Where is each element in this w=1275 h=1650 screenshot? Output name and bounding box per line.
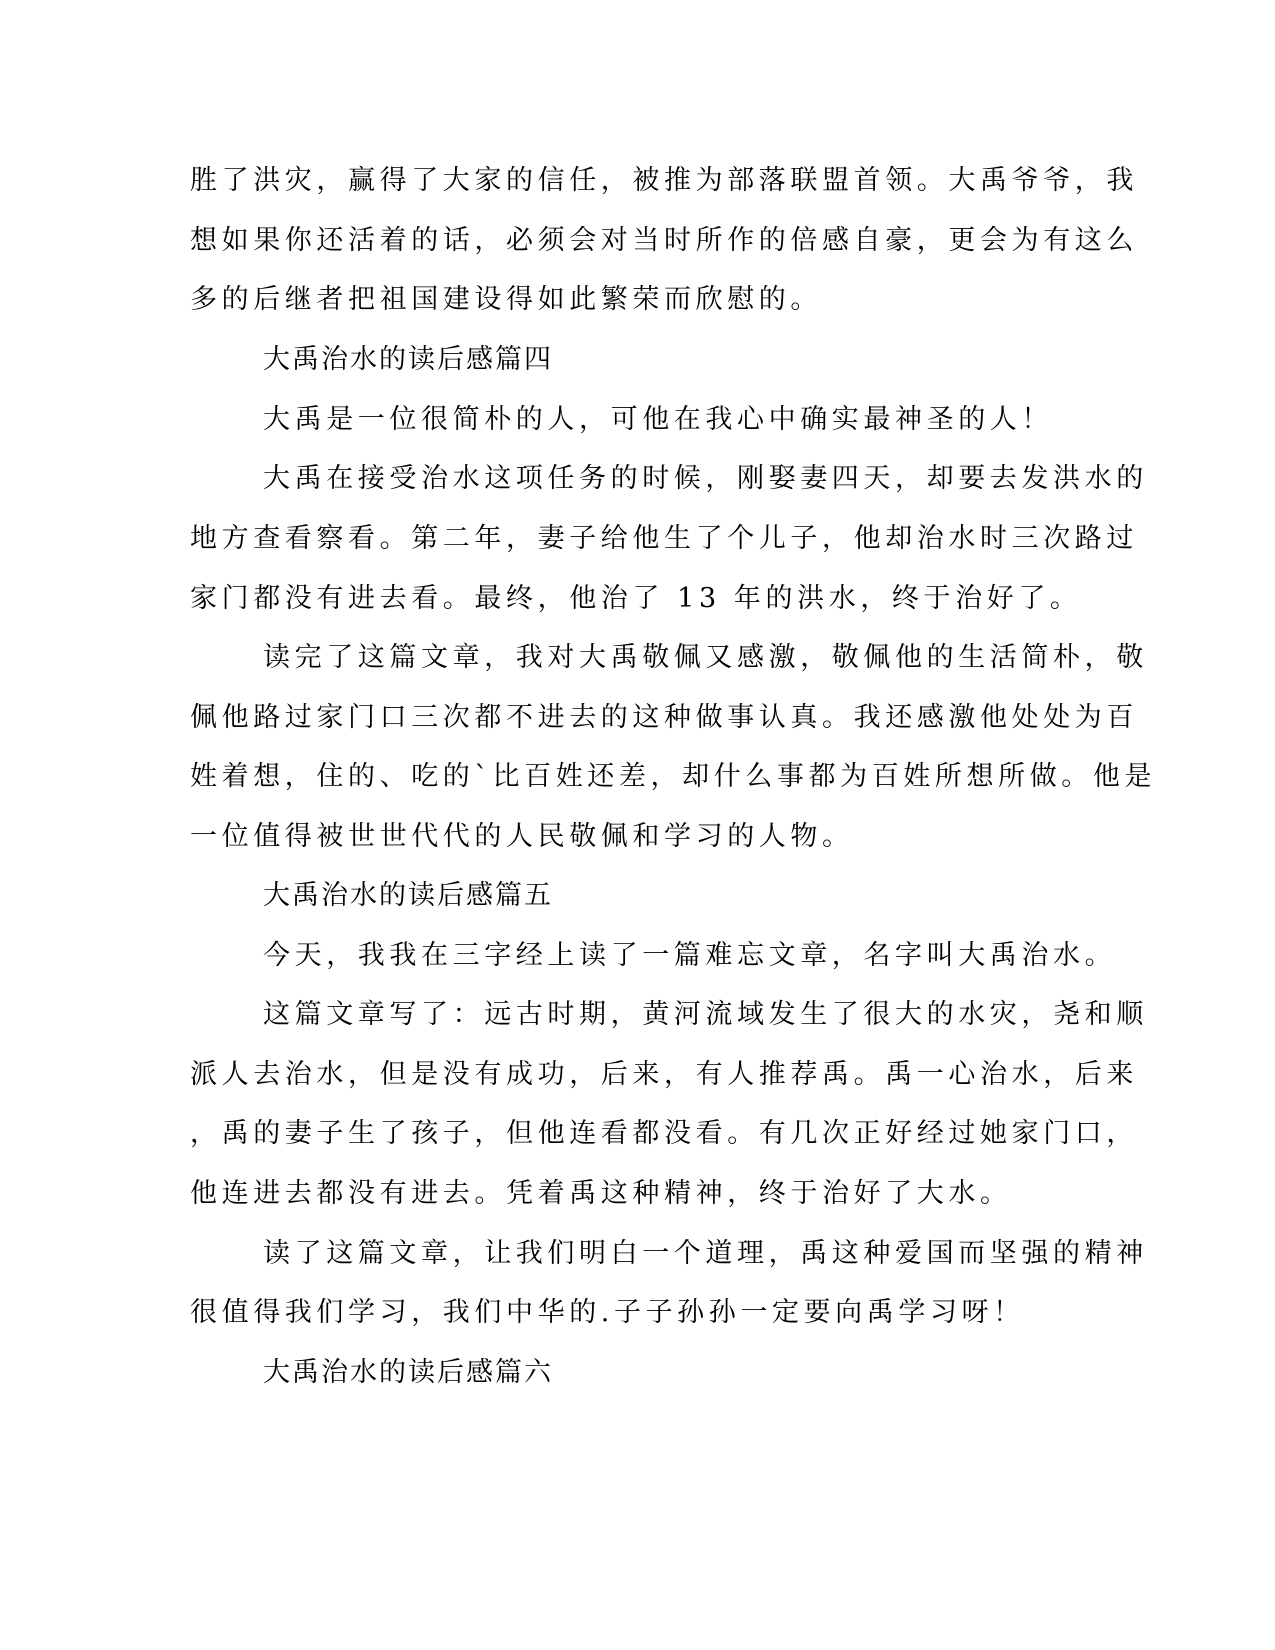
text-line: 大禹是一位很简朴的人，可他在我心中确实最神圣的人！ (263, 404, 1053, 435)
text-line: 胜了洪灾，赢得了大家的信任，被推为部落联盟首领。大禹爷爷，我 (190, 165, 1138, 196)
text-line: 读完了这篇文章，我对大禹敬佩又感激，敬佩他的生活简朴，敬 (263, 642, 1148, 673)
section-heading-5: 大禹治水的读后感篇五 (263, 880, 553, 911)
text-line: ，禹的妻子生了孩子，但他连看都没看。有几次正好经过她家门口， (190, 1118, 1138, 1149)
text-line: 地方查看察看。第二年，妻子给他生了个儿子，他却治水时三次路过 (190, 523, 1138, 554)
text-line: 派人去治水，但是没有成功，后来，有人推荐禹。禹一心治水，后来 (190, 1059, 1138, 1090)
section-heading-4: 大禹治水的读后感篇四 (263, 344, 553, 375)
text-line: 家门都没有进去看。最终，他治了 13 年的洪水，终于治好了。 (190, 583, 1082, 614)
text-line: 姓着想，住的、吃的`比百姓还差，却什么事都为百姓所想所做。他是 (190, 761, 1157, 792)
text-line: 大禹在接受治水这项任务的时候，刚娶妻四天，却要去发洪水的 (263, 463, 1148, 494)
text-line: 这篇文章写了：远古时期，黄河流域发生了很大的水灾，尧和顺 (263, 999, 1148, 1030)
text-line: 一位值得被世世代代的人民敬佩和学习的人物。 (190, 821, 854, 852)
text-line: 今天，我我在三字经上读了一篇难忘文章，名字叫大禹治水。 (263, 940, 1117, 971)
text-line: 很值得我们学习，我们中华的.子子孙孙一定要向禹学习呀！ (190, 1297, 1025, 1328)
text-line: 佩他路过家门口三次都不进去的这种做事认真。我还感激他处处为百 (190, 702, 1138, 733)
text-line: 他连进去都没有进去。凭着禹这种精神，终于治好了大水。 (190, 1178, 1012, 1209)
text-line: 想如果你还活着的话，必须会对当时所作的倍感自豪，更会为有这么 (190, 225, 1138, 256)
text-line: 读了这篇文章，让我们明白一个道理，禹这种爱国而坚强的精神 (263, 1238, 1148, 1269)
text-line: 多的后继者把祖国建设得如此繁荣而欣慰的。 (190, 284, 822, 315)
section-heading-6: 大禹治水的读后感篇六 (263, 1357, 553, 1388)
